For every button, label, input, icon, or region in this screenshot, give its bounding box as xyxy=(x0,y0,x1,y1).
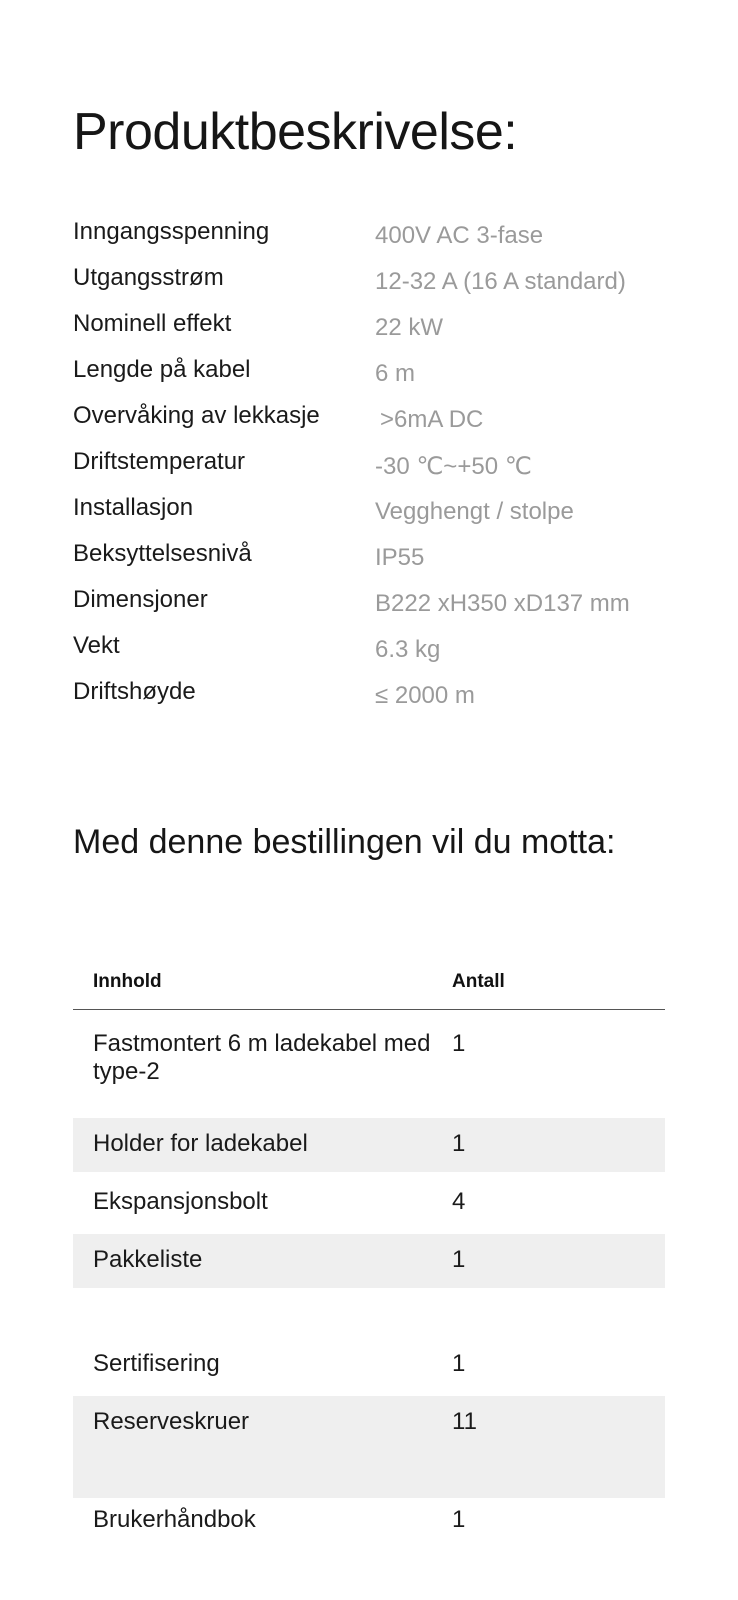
column-header-quantity: Antall xyxy=(452,971,505,992)
item-name: Sertifisering xyxy=(93,1350,220,1377)
spec-label: Beksyttelsesnivå xyxy=(73,540,252,567)
spec-label: Driftshøyde xyxy=(73,678,196,705)
spec-row xyxy=(73,678,665,724)
item-name: Pakkeliste xyxy=(93,1246,203,1273)
spec-value: >6mA DC xyxy=(380,406,484,433)
spec-row xyxy=(73,218,665,264)
spec-label: Driftstemperatur xyxy=(73,448,246,475)
spec-value: -30 ℃~+50 ℃ xyxy=(375,453,532,480)
delivery-table xyxy=(73,960,665,1558)
item-quantity: 11 xyxy=(452,1408,477,1435)
spec-label: Nominell effekt xyxy=(73,310,232,337)
spec-label: Utgangsstrøm xyxy=(73,264,224,291)
spec-value: 400V AC 3-fase xyxy=(375,222,544,249)
spec-label: Dimensjoner xyxy=(73,586,208,613)
item-name: Holder for ladekabel xyxy=(93,1130,308,1157)
column-header-content: Innhold xyxy=(93,971,162,992)
spec-value: 6 m xyxy=(375,360,416,387)
spec-value: B222 xH350 xD137 mm xyxy=(375,590,630,617)
spec-value: Vegghengt / stolpe xyxy=(375,498,574,525)
spec-row xyxy=(73,586,665,632)
spec-list xyxy=(73,218,665,724)
item-quantity: 1 xyxy=(452,1030,466,1057)
spec-row xyxy=(73,264,665,310)
spec-value: 6.3 kg xyxy=(375,636,441,663)
spec-value: IP55 xyxy=(375,544,425,571)
spec-row xyxy=(73,356,665,402)
item-quantity: 1 xyxy=(452,1130,466,1157)
item-name: Brukerhåndbok xyxy=(93,1506,256,1533)
spec-row xyxy=(73,540,665,586)
table-row xyxy=(73,1118,665,1172)
spec-label: Lengde på kabel xyxy=(73,356,251,383)
item-name: Fastmontert 6 m ladekabel med type-2 xyxy=(93,1030,431,1085)
item-quantity: 1 xyxy=(452,1506,466,1533)
table-row xyxy=(73,1010,665,1118)
table-row xyxy=(73,1396,665,1498)
item-quantity: 4 xyxy=(452,1188,466,1215)
item-quantity: 1 xyxy=(452,1350,466,1377)
page-title: Produktbeskrivelse: xyxy=(73,103,518,161)
table-row xyxy=(73,1288,665,1396)
spec-value: ≤ 2000 m xyxy=(375,682,475,709)
spec-row xyxy=(73,632,665,678)
spec-value: 22 kW xyxy=(375,314,444,341)
spec-row xyxy=(73,402,665,448)
spec-value: 12-32 A (16 A standard) xyxy=(375,268,626,295)
table-row xyxy=(73,1498,665,1558)
spec-row xyxy=(73,494,665,540)
item-quantity: 1 xyxy=(452,1246,466,1273)
spec-label: Vekt xyxy=(73,632,120,659)
item-name: Reserveskruer xyxy=(93,1408,250,1435)
item-name: Ekspansjonsbolt xyxy=(93,1188,268,1215)
table-row xyxy=(73,1172,665,1234)
spec-label: Inngangsspenning xyxy=(73,218,270,245)
spec-label: Overvåking av lekkasje xyxy=(73,402,320,429)
spec-row xyxy=(73,448,665,494)
delivery-heading: Med denne bestillingen vil du motta: xyxy=(73,823,616,861)
table-row xyxy=(73,1234,665,1288)
spec-row xyxy=(73,310,665,356)
table-header xyxy=(73,960,665,1010)
spec-label: Installasjon xyxy=(73,494,194,521)
